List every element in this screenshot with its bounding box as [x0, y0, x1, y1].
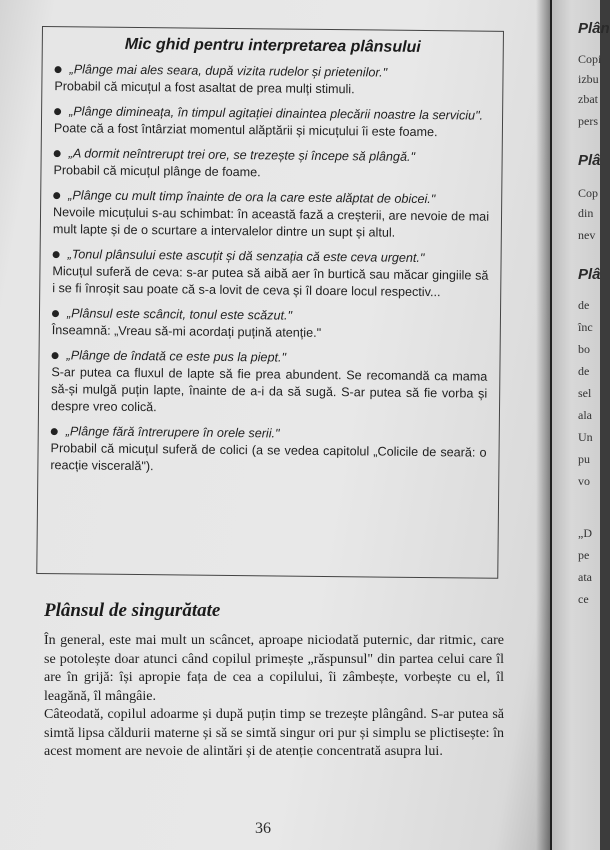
guide-item-quote-text: „Plânge de îndată ce este pus la piept."	[66, 348, 287, 365]
adjacent-text: ata	[578, 570, 592, 584]
adjacent-text: izbu	[578, 72, 599, 86]
bullet-icon	[52, 352, 59, 359]
adjacent-heading: Plâ	[578, 152, 601, 169]
bullet-icon	[53, 251, 60, 258]
guide-item	[54, 61, 490, 100]
guide-title: Mic ghid pentru interpretarea plânsului	[124, 35, 421, 56]
adjacent-text: din	[578, 206, 594, 220]
guide-item-explanation: Probabil că micuțul suferă de colici (a se vedea capitolul „Colicile de seară: o reacție viscerală").	[50, 441, 487, 474]
guide-item-quote-text: „Tonul plânsului este ascuțit și dă senzația că este ceva urgent."	[67, 247, 425, 266]
bullet-icon	[52, 310, 59, 317]
bullet-icon	[51, 428, 58, 435]
guide-item-quote-text: „Plânge mai ales seara, după vizita rudelor și prietenilor."	[69, 62, 388, 80]
adjacent-text: de	[578, 298, 590, 312]
guide-item-explanation: S-ar putea ca fluxul de lapte să fie prea abundent. Se recomandă ca mama să-și mulgă puțin lapte, înainte de a-i da să sugă. S-ar putea să fie vorba și despre vreo colică.	[50, 365, 488, 415]
adjacent-text: nev	[578, 228, 596, 242]
adjacent-text: bo	[578, 342, 590, 356]
guide-item-quote-text: „Plânsul este scâncit, tonul este scăzut."	[66, 306, 293, 323]
adjacent-text: ala	[578, 408, 592, 422]
adjacent-heading: Plân	[578, 20, 610, 37]
bullet-icon	[53, 192, 60, 199]
guide-item-explanation: Micuțul suferă de ceva: s-ar putea să aibă aer în burtică sau măcar gingiile să i se fi înroșit sau poate că s-a lovit de ceva și îl doare locul respectiv...	[52, 264, 489, 300]
guide-item	[52, 246, 489, 302]
bullet-icon	[54, 108, 61, 115]
adjacent-text: de	[578, 364, 590, 378]
adjacent-text: Un	[578, 430, 593, 444]
section-paragraph: În general, este mai mult un scâncet, aproape niciodată puternic, dar ritmic, care se potolește doar atunci când copilul primește „răspunsul" din partea celui care îl are în grijă: își apropie fața de cea a copilului, îi zâmbește, vorbește cu el, îl leagănă, îl mângâie.	[44, 633, 504, 704]
bullet-icon	[55, 66, 62, 73]
guide-item-explanation: Nevoile micuțului s-au schimbat: în această fază a creșterii, are nevoie de mai mult lapte și de o scurtare a intervalelor dintre un supt și altul.	[52, 205, 490, 240]
section-title: Plânsul de singurătate	[44, 600, 221, 621]
adjacent-text: sel	[578, 386, 592, 400]
adjacent-text: vo	[578, 474, 590, 488]
adjacent-text: înc	[578, 320, 593, 334]
adjacent-page-edge	[552, 0, 610, 850]
guide-item-explanation: Poate că a fost întârziat momentul alăptării și micuțului îi este foame.	[53, 121, 438, 140]
guide-item-quote-text: „Plânge dimineața, în timpul agitației dinaintea plecării noastre la serviciu".	[69, 104, 484, 123]
guide-item	[51, 347, 488, 420]
adjacent-text: ce	[578, 592, 589, 606]
guide-item-quote-text: „Plânge fără întrerupere în orele serii."	[65, 424, 280, 441]
guide-item-quote-text: „A dormit neîntrerupt trei ore, se trezește și începe să plângă."	[68, 146, 416, 164]
guide-items	[50, 61, 490, 479]
guide-item-explanation: Înseamnă: „Vreau să-mi acordați puțină atenție."	[51, 323, 322, 340]
guide-item	[53, 187, 490, 243]
crying-guide-box	[36, 26, 504, 579]
guide-item	[52, 305, 488, 344]
adjacent-text: Cop	[578, 186, 599, 200]
adjacent-text: zbat	[578, 92, 598, 106]
adjacent-heading: Plâ	[578, 266, 601, 283]
guide-item	[54, 103, 490, 142]
adjacent-text: pu	[578, 452, 590, 466]
guide-item-explanation: Probabil că micuțul plânge de foame.	[53, 163, 261, 180]
bullet-icon	[54, 150, 61, 157]
page-number: 36	[255, 820, 271, 837]
adjacent-text: Copi	[578, 52, 602, 66]
section-paragraph: Câteodată, copilul adoarme și după puțin timp se trezește plângând. S-ar putea să simtă lipsa căldurii materne și să se simtă singur ori pur și simplu se plictisește: în acest moment are nevoie de alintări și de atenție concentrată asupra lui.	[44, 707, 504, 759]
adjacent-text: „D	[578, 526, 592, 540]
section-body	[44, 632, 504, 762]
guide-item-explanation: Probabil că micuțul a fost asaltat de prea mulți stimuli.	[54, 79, 355, 97]
guide-item	[53, 145, 489, 184]
guide-item-quote-text: „Plânge cu mult timp înainte de ora la care este alăptat de obicei."	[68, 188, 436, 207]
adjacent-text: pe	[578, 548, 590, 562]
guide-item	[50, 423, 487, 479]
adjacent-text: pers	[578, 114, 598, 128]
